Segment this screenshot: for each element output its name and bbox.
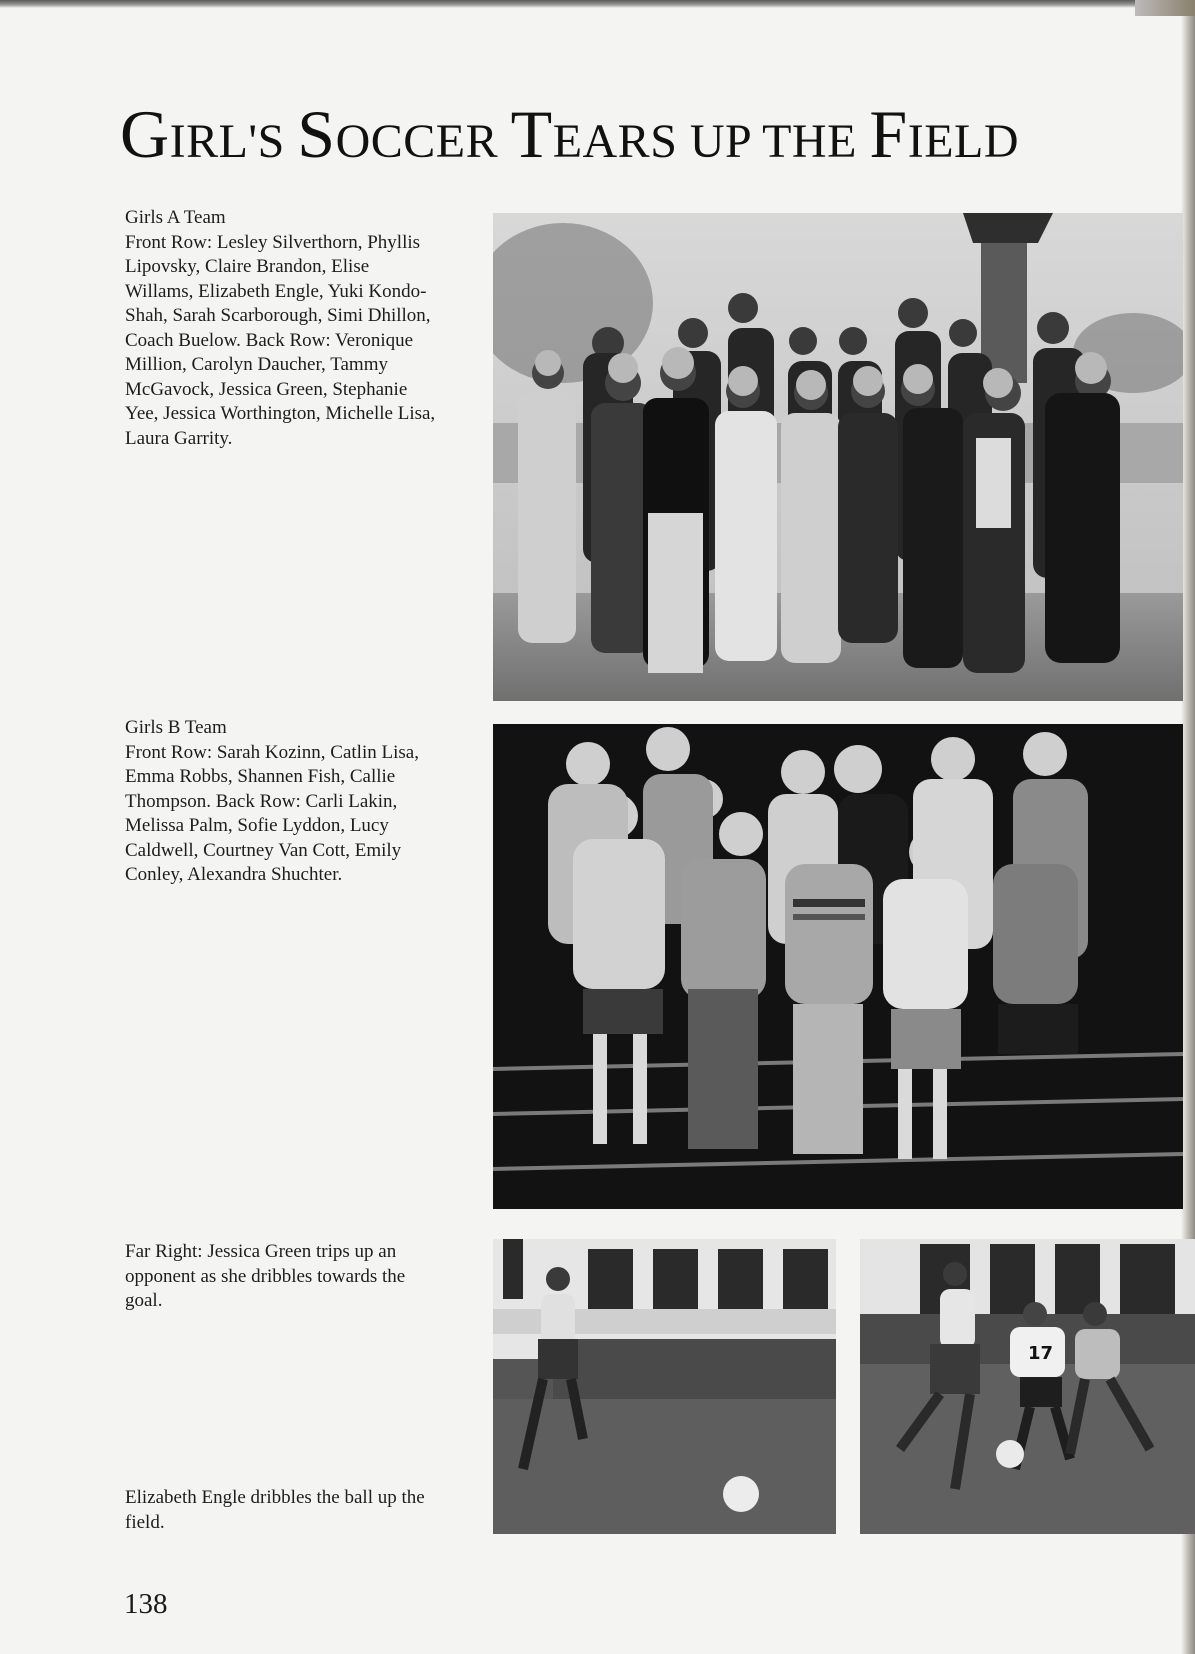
title-word: EARS UP THE bbox=[552, 115, 870, 168]
title-word: IRL'S bbox=[169, 115, 298, 168]
jessica-green-trip-photo bbox=[860, 1239, 1195, 1534]
caption-line: Thompson. Back Row: Carli Lakin, bbox=[125, 790, 398, 812]
title-word: OCCER bbox=[335, 115, 511, 168]
page-top-edge bbox=[0, 0, 1195, 8]
caption-line: Conley, Alexandra Shuchter. bbox=[125, 864, 343, 885]
girls-b-team-photo bbox=[493, 724, 1183, 1209]
caption-line: Front Row: Sarah Kozinn, Catlin Lisa, bbox=[125, 741, 419, 763]
girls-a-team-photo bbox=[493, 213, 1183, 701]
caption-line: Elizabeth Engle dribbles the ball up the bbox=[125, 1487, 425, 1508]
page-corner bbox=[1135, 0, 1195, 16]
caption-line: Shah, Sarah Scarborough, Simi Dhillon, bbox=[125, 305, 431, 326]
far-right-caption bbox=[125, 1240, 467, 1314]
caption-line: Laura Garrity. bbox=[125, 427, 233, 449]
title-initial: S bbox=[297, 96, 336, 172]
caption-line: Coach Buelow. Back Row: Veronique bbox=[125, 329, 414, 351]
caption-line: Caldwell, Courtney Van Cott, Emily bbox=[125, 839, 402, 861]
caption-line: opponent as she dribbles towards the bbox=[125, 1265, 406, 1287]
caption-line: Million, Carolyn Daucher, Tammy bbox=[125, 354, 388, 375]
title-initial: T bbox=[510, 96, 553, 172]
jersey-number: 17 bbox=[1028, 1343, 1054, 1364]
title-word: IELD bbox=[907, 115, 1020, 168]
title-initial: F bbox=[869, 96, 908, 172]
caption-line: Yee, Jessica Worthington, Michelle Lisa, bbox=[125, 403, 436, 424]
girls-a-caption bbox=[125, 206, 467, 451]
engle-caption bbox=[125, 1486, 467, 1535]
caption-line: Front Row: Lesley Silverthorn, Phyllis bbox=[125, 231, 421, 253]
caption-line: field. bbox=[125, 1511, 165, 1533]
caption-team-name: Girls A Team bbox=[125, 207, 226, 228]
page-number: 138 bbox=[124, 1588, 168, 1620]
caption-team-name: Girls B Team bbox=[125, 717, 227, 738]
title-initial: G bbox=[120, 96, 170, 172]
caption-line: goal. bbox=[125, 1290, 163, 1311]
caption-line: Lipovsky, Claire Brandon, Elise bbox=[125, 256, 370, 277]
caption-line: Melissa Palm, Sofie Lyddon, Lucy bbox=[125, 815, 389, 836]
girls-b-caption bbox=[125, 716, 467, 888]
page-title bbox=[120, 96, 1020, 172]
engle-dribble-photo bbox=[493, 1239, 836, 1534]
caption-line: Emma Robbs, Shannen Fish, Callie bbox=[125, 766, 396, 787]
caption-line: Far Right: Jessica Green trips up an bbox=[125, 1241, 397, 1262]
caption-line: Willams, Elizabeth Engle, Yuki Kondo- bbox=[125, 280, 427, 302]
caption-line: McGavock, Jessica Green, Stephanie bbox=[125, 378, 408, 400]
